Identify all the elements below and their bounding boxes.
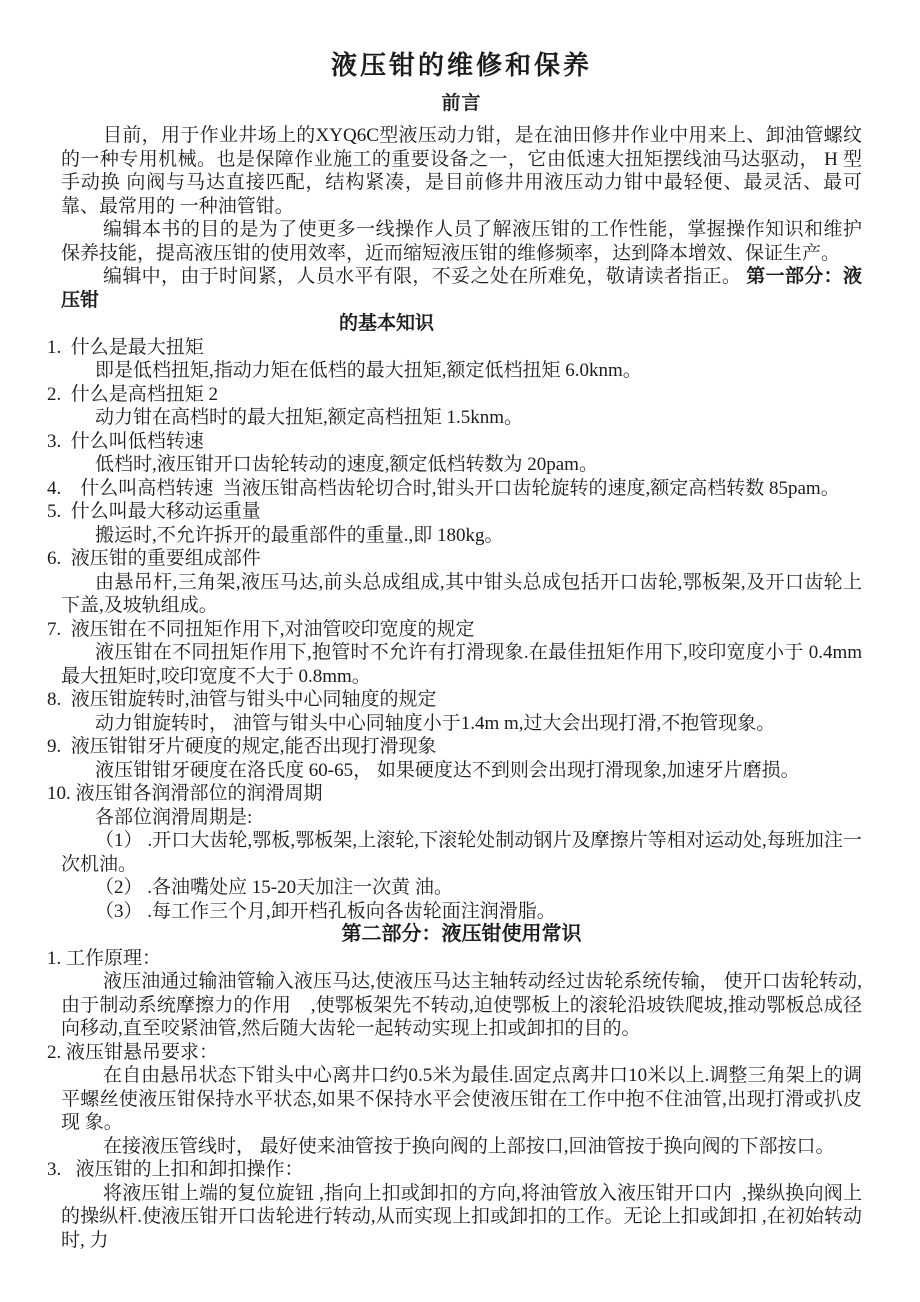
intro-paragraph-1: 目前，用于作业井场上的XYQ6C型液压动力钳，是在油田修井作业中用来上、卸油管螺纹的一种专用机械。也是保障作业施工的重要设备之一，它由低速大扭矩摆线油马达驱动， H 型手动换 向阀与马达直接匹配，结构紧凑，是目前修井用液压动力钳中最轻便、最灵活、最可靠、最常用的 一种油管钳。: [61, 125, 862, 217]
preface-heading: 前言: [441, 93, 482, 114]
part1-question-1: 1. 什么是最大扭矩: [47, 336, 204, 358]
doc-title: 液压钳的维修和保养: [330, 51, 592, 80]
part1-answer-9: 液压钳钳牙硬度在洛氏度 60-65， 如果硬度达不到则会出现打滑现象,加速牙片磨损。: [95, 759, 800, 781]
lubrication-item-2: （2） .各油嘴处应 15-20天加注一次黄 油。: [95, 877, 453, 898]
part1-question-2: 2. 什么是高档扭矩 2: [47, 383, 219, 405]
part1-heading-continuation: 的基本知识: [338, 313, 434, 334]
part1-answer-3: 低档时,液压钳开口齿轮转动的速度,额定低档转数为 20pam。: [95, 454, 598, 475]
lubrication-item-3: （3） .每工作三个月,卸开档孔板向各齿轮面注润滑脂。: [95, 900, 556, 922]
part2-heading: 第二部分：液压钳使用常识: [341, 923, 582, 945]
part2-question-2: 2. 液压钳悬吊要求：: [47, 1041, 219, 1063]
intro-paragraph-2: 编辑本书的目的是为了使更多一线操作人员了解液压钳的工作性能，掌握操作知识和维护保养技能，提高液压钳的使用效率，近而缩短液压钳的维修频率，达到降本增效、保证生产。: [61, 219, 862, 264]
part2-paragraph-2: 在自由悬吊状态下钳头中心离井口约0.5米为最佳.固定点离井口10米以上.调整三角架上的调 平螺丝使液压钳保持水平状态,如果不保持水平会使液压钳在工作中抱不住油管,出现打滑或扒皮现 象。: [61, 1065, 867, 1133]
part1-question-4: 4. 什么叫高档转速 当液压钳高档齿轮切合时,钳头开口齿轮旋转的速度,额定高档转数 85pam。: [47, 477, 840, 499]
part1-answer-2: 动力钳在高档时的最大扭矩,额定高档扭矩 1.5knm。: [95, 407, 524, 428]
part1-question-9: 9. 液压钳钳牙片硬度的规定,能否出现打滑现象: [47, 736, 437, 757]
lubrication-item-1: （1） .开口大齿轮,鄂板,鄂板架,上滚轮,下滚轮处制动钢片及摩擦片等相对运动处,每班加注一次机油。: [61, 830, 862, 875]
part1-answer-5: 搬运时,不允许拆开的最重部件的重量.,即 180kg。: [95, 524, 504, 546]
part2-question-3: 3. 液压钳的上扣和卸扣操作：: [47, 1159, 304, 1180]
part1-answer-7: 液压钳在不同扭矩作用下,抱管时不允许有打滑现象.在最佳扭矩作用下,咬印宽度小于 0.4mm 最大扭矩时,咬印宽度不大于 0.8mm。: [61, 642, 867, 687]
part1-answer-10: 各部位润滑周期是:: [95, 806, 253, 828]
part2-question-1: 1. 工作原理：: [47, 947, 162, 969]
part1-question-8: 8. 液压钳旋转时,油管与钳头中心同轴度的规定: [47, 689, 437, 710]
part1-answer-6: 由悬吊杆,三角架,液压马达,前头总成组成,其中钳头总成包括开口齿轮,鄂板架,及开口齿轮上下盖,及坡轨组成。: [61, 571, 862, 616]
part2-paragraph-3: 在接液压管线时， 最好使来油管按于换向阀的上部按口,回油管按于换向阀的下部按口。: [103, 1135, 835, 1157]
part2-paragraph-4: 将液压钳上端的复位旋钮 ,指向上扣或卸扣的方向,将油管放入液压钳开口内 ,操纵换向阀上的操纵杆.使液压钳开口齿轮进行转动,从而实现上扣或卸扣的工作。无论上扣或卸扣 ,在初始转动时, 力: [61, 1182, 862, 1251]
part2-paragraph-1: 液压油通过输油管输入液压马达,使液压马达主轴转动经过齿轮系统传输， 使开口齿轮转动,由于制动系统摩擦力的作用 ,使鄂板架先不转动,迫使鄂板上的滚轮沿坡铁爬坡,推动鄂板总成径向移动,直至咬紧油管,然后随大齿轮一起转动实现上扣或卸扣的目的。: [61, 971, 862, 1039]
part1-question-5: 5. 什么叫最大移动运重量: [47, 501, 261, 522]
intro-paragraph-3: [61, 265, 862, 312]
part1-question-7: 7. 液压钳在不同扭矩作用下,对油管咬印宽度的规定: [47, 618, 475, 640]
part1-question-10: 10. 液压钳各润滑部位的润滑周期: [47, 783, 323, 804]
part1-question-6: 6. 液压钳的重要组成部件: [47, 548, 261, 569]
part1-heading-inline: 第一部分：液压钳: [61, 266, 862, 311]
part1-answer-1: 即是低档扭矩,指动力矩在低档的最大扭矩,额定低档扭矩 6.0knm。: [95, 360, 642, 381]
intro-paragraph-3-text: 编辑中，由于时间紧，人员水平有限，不妥之处在所难免，敬请读者指正。: [103, 266, 747, 287]
part1-question-3: 3. 什么叫低档转速: [47, 430, 204, 452]
part1-answer-8: 动力钳旋转时， 油管与钳头中心同轴度小于1.4m m,过大会出现打滑,不抱管现象。: [95, 712, 776, 734]
